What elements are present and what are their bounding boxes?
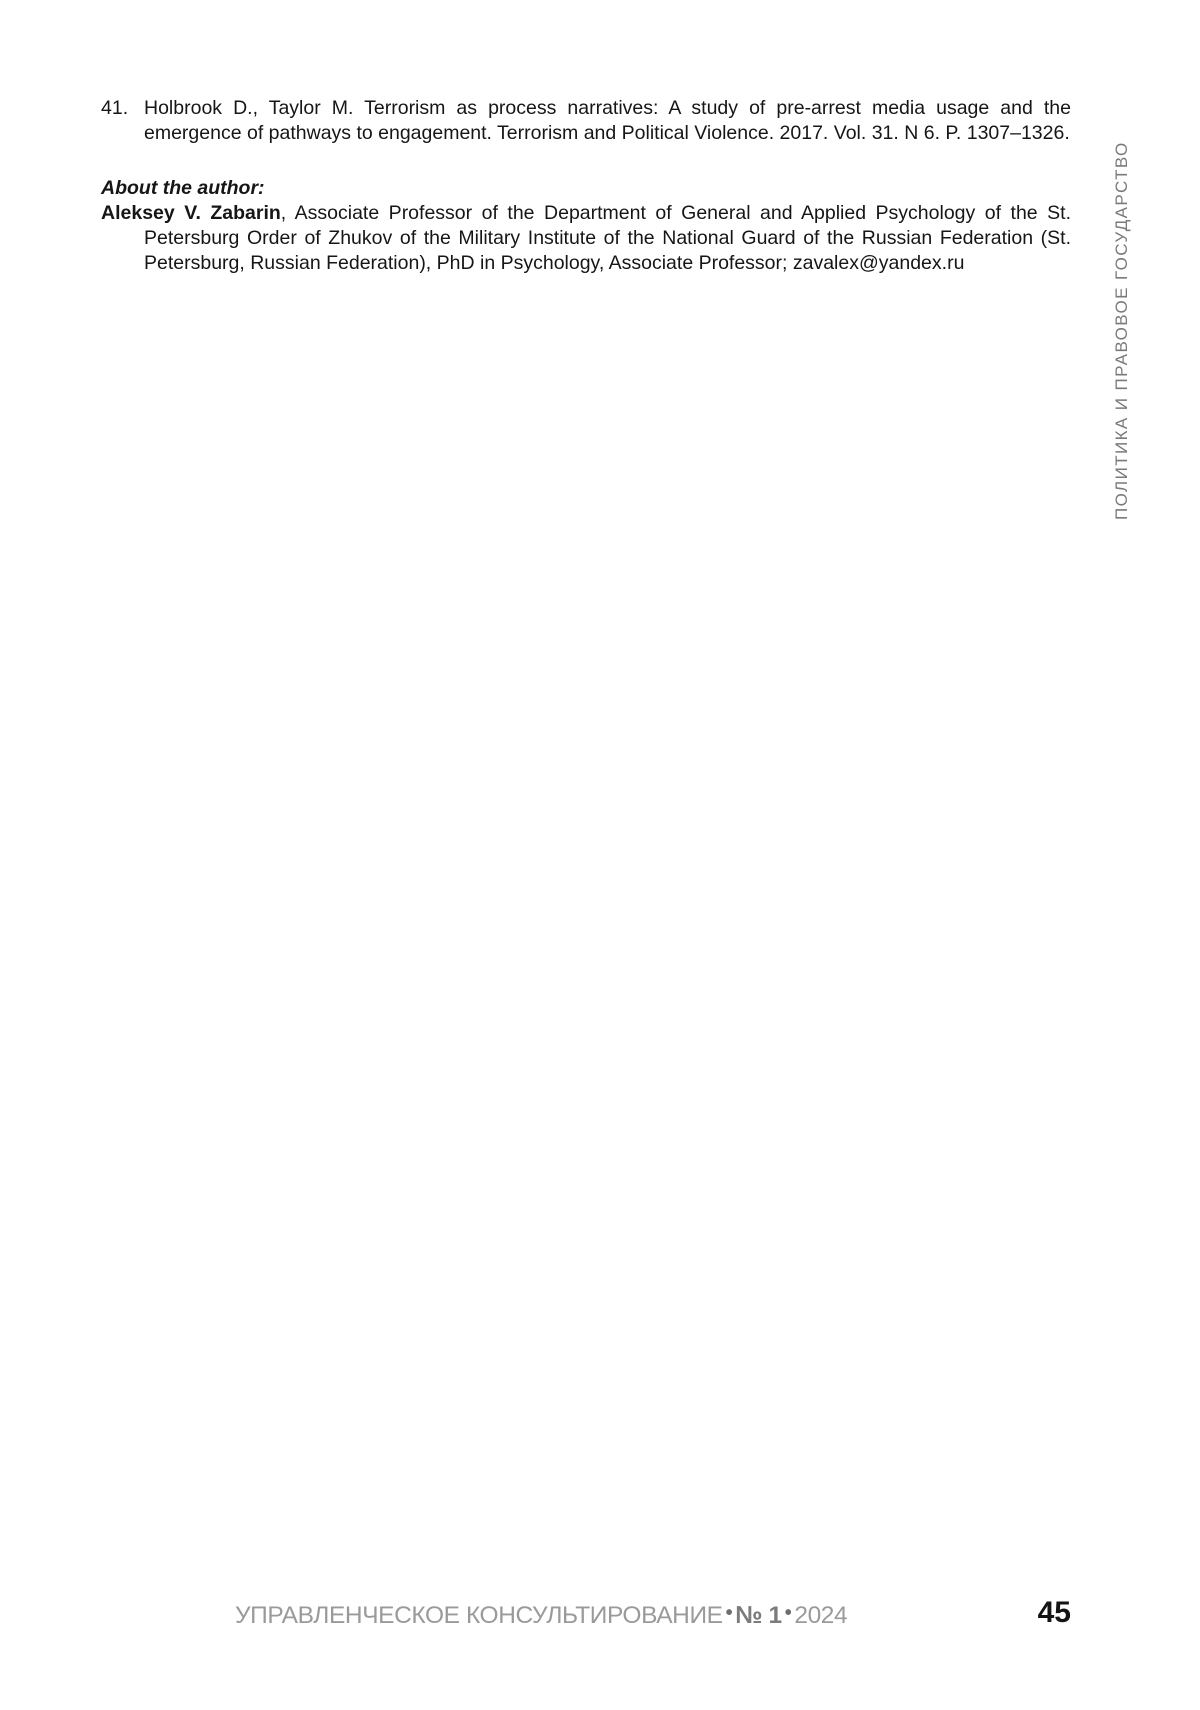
separator-dot: • [725, 1602, 733, 1624]
about-author-heading: About the author: [101, 177, 265, 199]
reference-item [101, 96, 1071, 146]
journal-line [235, 1602, 847, 1630]
page-number: 45 [1037, 1596, 1071, 1629]
main-content [101, 96, 1071, 276]
separator-dot: • [784, 1602, 792, 1624]
reference-number: 41. [101, 97, 129, 119]
author-info [101, 201, 1071, 276]
section-rubric: ПОЛИТИКА И ПРАВОВОЕ ГОСУДАРСТВО [1112, 141, 1131, 520]
author-details: , Associate Professor of the Department of General and Applied Psychology of the St. Petersburg Order of Zhukov of the Military Institute of the National Guard of the Russian Federation (St. Petersburg, Russian Federation), PhD in Psychology, Associate Professor; zavalex@yandex.ru [144, 202, 1071, 274]
author-name: Aleksey V. Zabarin [101, 202, 281, 224]
issue-year: 2024 [794, 1602, 848, 1629]
reference-text: Holbrook D., Taylor M. Terrorism as process narratives: A study of pre-arrest media usage and the emergence of pathways to engagement. Terrorism and Political Violence. 2017. Vol. 31. N 6. P. 1307–1326. [144, 97, 1071, 144]
page-footer [0, 1596, 1200, 1636]
journal-title: УПРАВЛЕНЧЕСКОЕ КОНСУЛЬТИРОВАНИЕ [235, 1602, 723, 1629]
issue-number: № 1 [735, 1602, 782, 1629]
